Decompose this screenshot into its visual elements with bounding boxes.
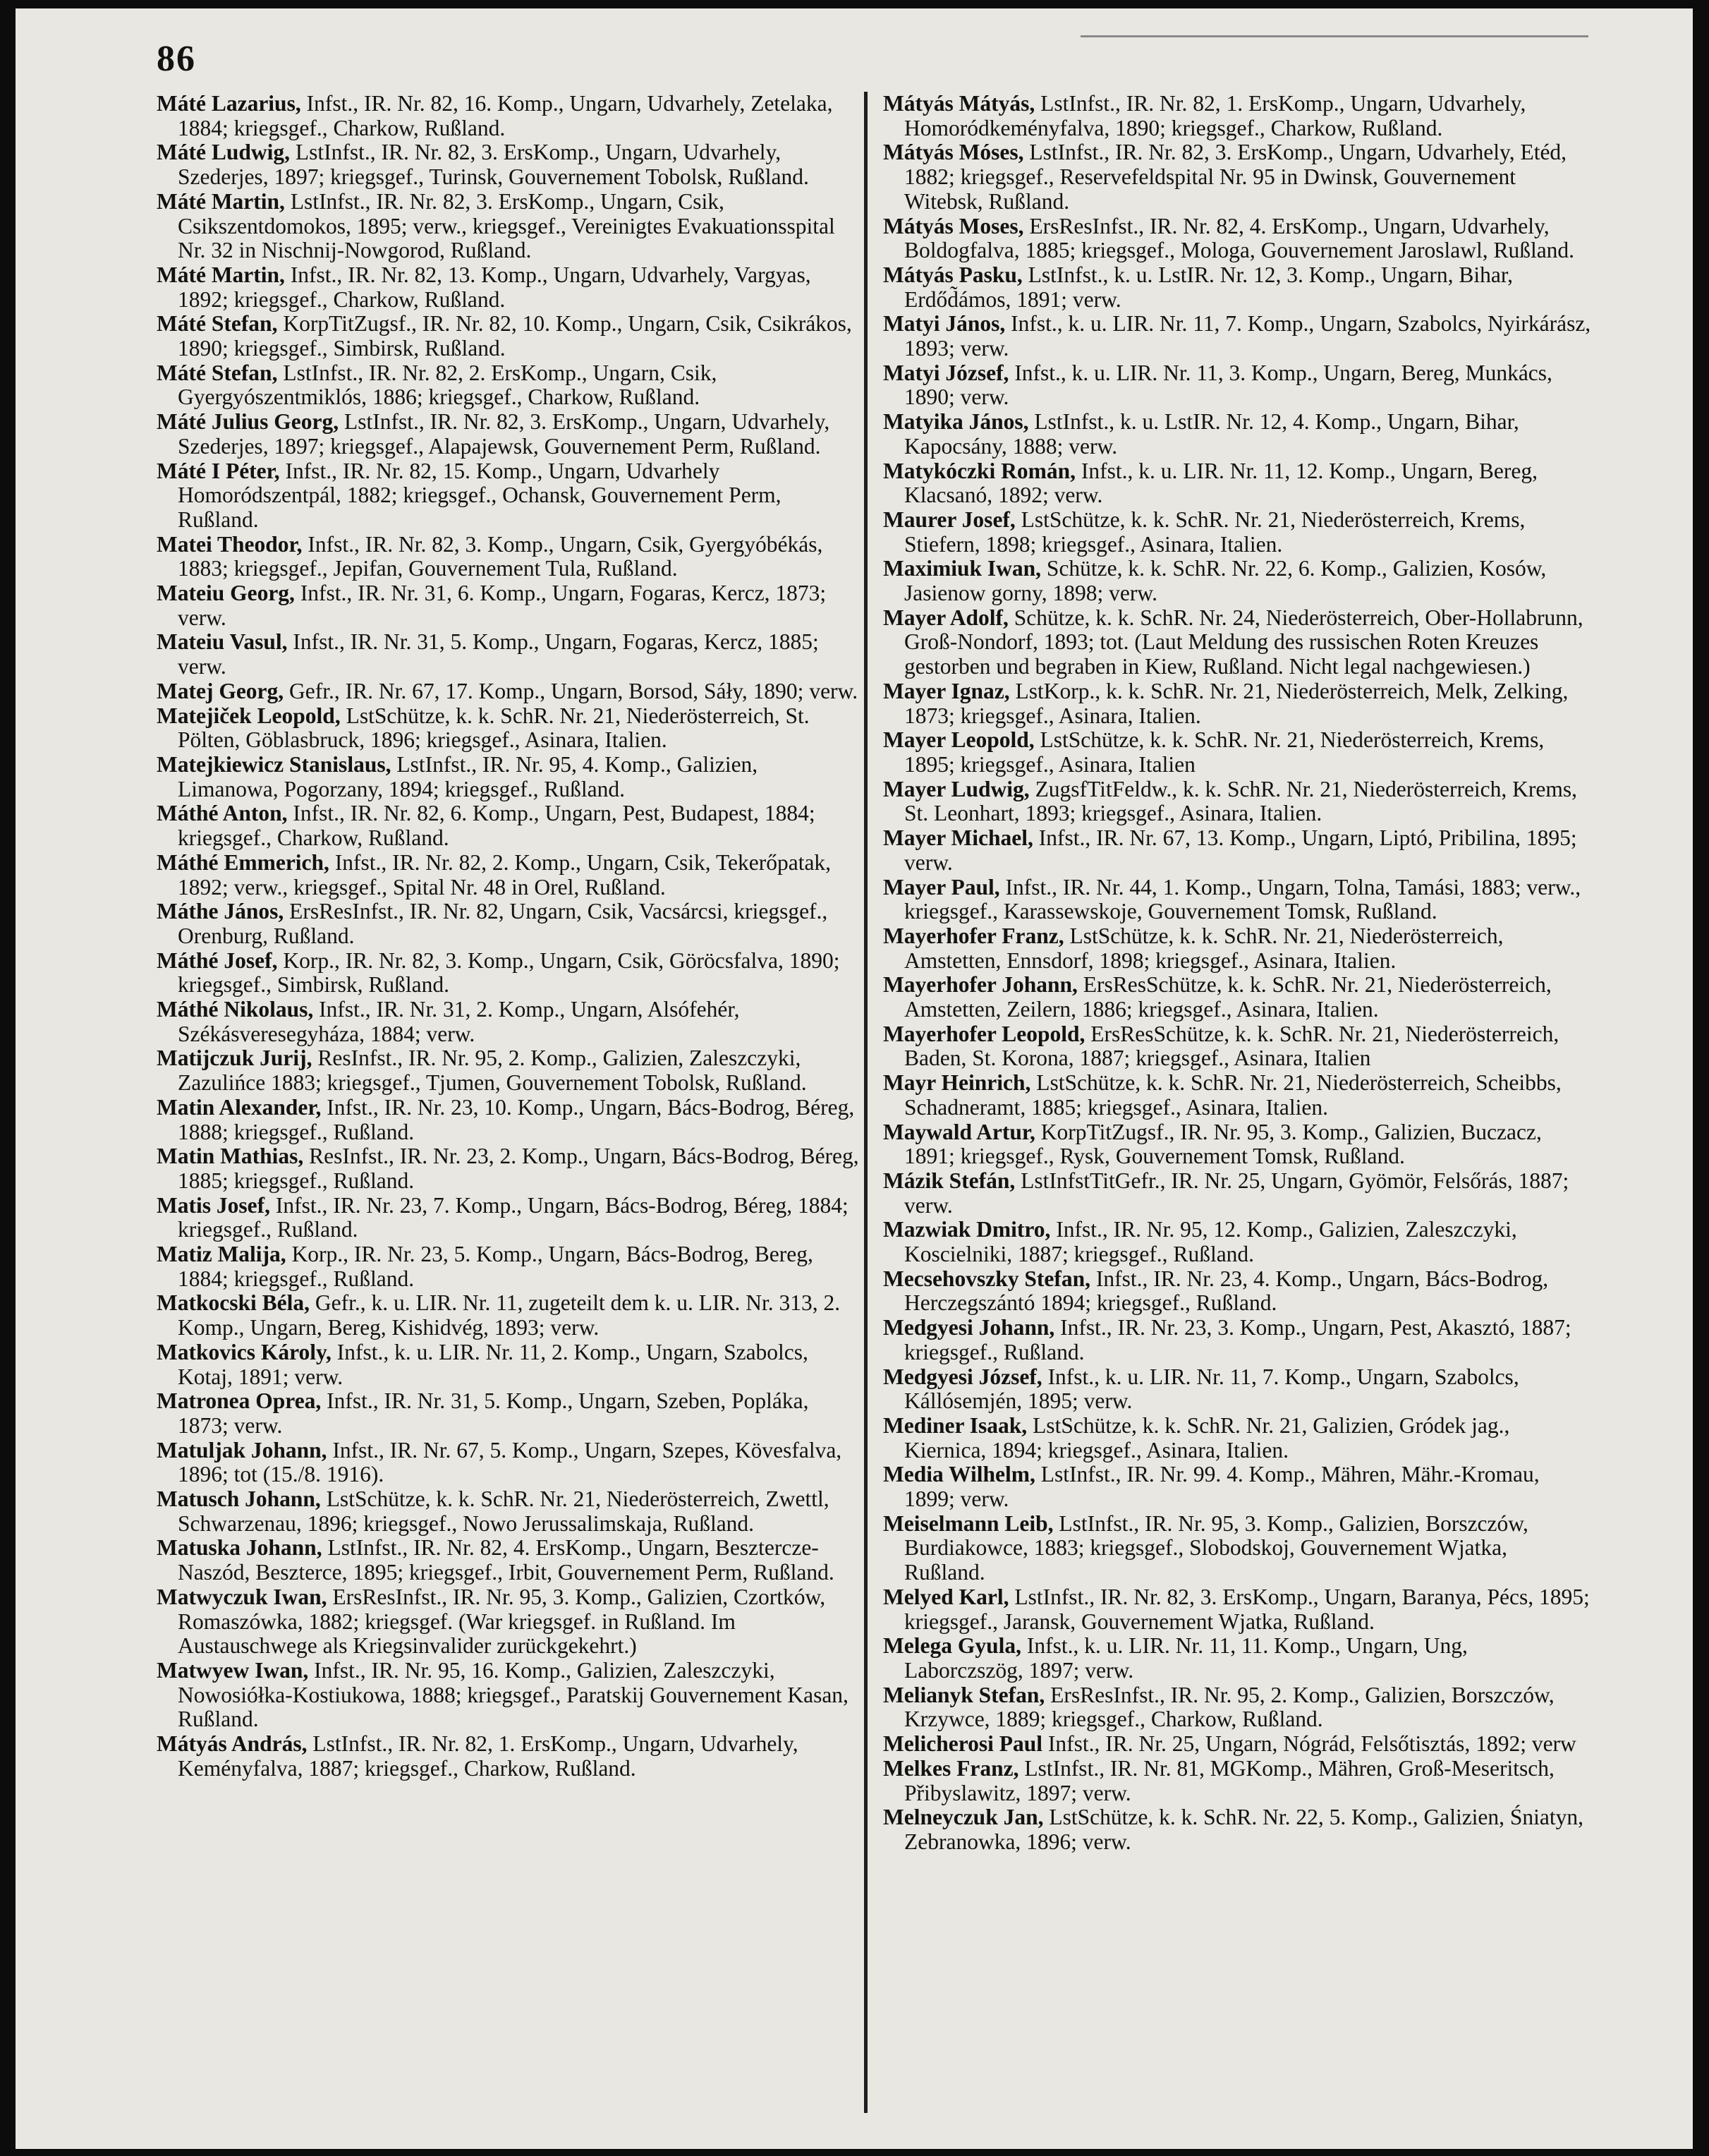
casualty-entry [157, 1439, 862, 1487]
casualty-entry [157, 1536, 862, 1585]
casualty-entry [883, 679, 1592, 728]
entry-details: LstInfst., IR. Nr. 82, 1. ErsKomp., Ungarn, Udvarhely, Homoródkeményfalva, 1890; kriegsgef., Charkow, Rußland. [904, 91, 1526, 140]
casualty-entry [883, 557, 1592, 605]
entry-details: Infst., IR. Nr. 23, 3. Komp., Ungarn, Pest, Akasztó, 1887; kriegsgef., Rußland. [904, 1315, 1571, 1364]
entry-details: ErsResSchütze, k. k. SchR. Nr. 21, Niederösterreich, Amstetten, Zeilern, 1886; kriegsgef., Asinara, Italien. [904, 972, 1552, 1022]
entry-name: Matin Mathias, [157, 1144, 304, 1169]
casualty-entry [883, 1218, 1592, 1266]
casualty-entry [157, 190, 862, 263]
casualty-entry [883, 1732, 1592, 1757]
entry-details: ResInfst., IR. Nr. 23, 2. Komp., Ungarn, Bács-Bodrog, Béreg, 1885; kriegsgef., Rußland. [178, 1144, 859, 1193]
entry-name: Matejkiewicz Stanislaus, [157, 751, 391, 777]
casualty-entry [157, 1291, 862, 1340]
entry-name: Máté Stefan, [157, 311, 278, 337]
entry-name: Mayer Paul, [883, 874, 1000, 900]
entry-name: Maurer Josef, [883, 507, 1016, 532]
entry-name: Matkocski Béla, [157, 1290, 310, 1316]
entry-name: Máté Martin, [157, 188, 285, 214]
entry-details: Infst., IR. Nr. 67, 13. Komp., Ungarn, Liptó, Pribilina, 1895; verw. [904, 825, 1577, 875]
casualty-entry [883, 1169, 1592, 1218]
casualty-entry [157, 704, 862, 753]
casualty-entry [883, 459, 1592, 508]
entry-name: Maywald Artur, [883, 1119, 1035, 1144]
casualty-entry [157, 459, 862, 533]
entry-name: Máté Ludwig, [157, 140, 290, 165]
casualty-entry [883, 214, 1592, 263]
casualty-entry [157, 998, 862, 1046]
entry-name: Matkovics Károly, [157, 1339, 332, 1364]
casualty-entry [157, 679, 862, 704]
casualty-entry [157, 1389, 862, 1438]
entry-details: LstSchütze, k. k. SchR. Nr. 21, Niederösterreich, Krems, 1895; kriegsgef., Asinara, Italien [904, 727, 1545, 777]
casualty-entry [157, 410, 862, 459]
entry-details: LstSchütze, k. k. SchR. Nr. 21, Niederösterreich, St. Pölten, Göblasbruck, 1896; kriegsgef., Asinara, Italien. [178, 703, 810, 753]
entry-details: LstInfst., IR. Nr. 82, 1. ErsKomp., Ungarn, Udvarhely, Keményfalva, 1887; kriegsgef., Charkow, Rußland. [178, 1731, 798, 1781]
entry-name: Máthé Emmerich, [157, 849, 329, 875]
entry-details: KorpTitZugsf., IR. Nr. 82, 10. Komp., Ungarn, Csik, Csikrákos, 1890; kriegsgef., Simbirsk, Rußland. [178, 311, 852, 361]
entry-details: Infst., IR. Nr. 31, 2. Komp., Ungarn, Alsófehér, Székásveresegyháza, 1884; verw. [178, 997, 740, 1046]
entry-name: Matyika János, [883, 409, 1029, 435]
casualty-entry [157, 1732, 862, 1781]
entry-details: ErsResInfst., IR. Nr. 95, 3. Komp., Galizien, Czortków, Romaszówka, 1882; kriegsgef. (War kriegsgef. in Rußland. Im Austauschwege als Kriegsinvalider zurückgekehrt.) [178, 1584, 826, 1659]
entry-details: Schütze, k. k. SchR. Nr. 22, 6. Komp., Galizien, Kosów, Jasienow gorny, 1898; verw. [904, 556, 1547, 606]
entry-details: Infst., IR. Nr. 67, 5. Komp., Ungarn, Szepes, Kövesfalva, 1896; tot (15./8. 1916). [178, 1437, 842, 1487]
casualty-entry [157, 1194, 862, 1242]
casualty-entry [883, 1316, 1592, 1364]
entry-details: LstInfst., IR. Nr. 82, 3. ErsKomp., Ungarn, Udvarhely, Szederjes, 1897; kriegsgef., Turinsk, Gouvernement Tobolsk, Rußland. [178, 140, 809, 190]
casualty-entry [883, 1683, 1592, 1732]
entry-name: Mátyás Mátyás, [883, 91, 1035, 116]
entry-name: Máthé Josef, [157, 947, 278, 973]
entry-name: Mázik Stefán, [883, 1168, 1016, 1193]
entry-details: Infst., IR. Nr. 23, 10. Komp., Ungarn, Bács-Bodrog, Béreg, 1888; kriegsgef., Rußland. [178, 1094, 855, 1144]
casualty-entry [883, 1512, 1592, 1585]
casualty-entry [883, 1267, 1592, 1316]
entry-name: Melianyk Stefan, [883, 1682, 1045, 1707]
entry-name: Matuska Johann, [157, 1535, 322, 1561]
casualty-entry [883, 728, 1592, 777]
entry-details: Infst., IR. Nr. 82, 3. Komp., Ungarn, Csik, Gyergyóbékás, 1883; kriegsgef., Jepifan, Gouvernement Tula, Rußland. [178, 531, 823, 581]
entry-details: Infst., IR. Nr. 23, 7. Komp., Ungarn, Bács-Bodrog, Béreg, 1884; kriegsgef., Rußland. [178, 1192, 849, 1242]
column-divider [864, 92, 868, 2113]
casualty-entry [157, 1487, 862, 1536]
entry-name: Matwyczuk Iwan, [157, 1584, 327, 1609]
casualty-entry [883, 1365, 1592, 1414]
casualty-entry [883, 924, 1592, 973]
entry-details: Infst., IR. Nr. 95, 16. Komp., Galizien, Zaleszczyki, Nowosiółka-Kostiukowa, 1888; kriegsgef., Paratskij Gouvernement Kasan, Rußland. [178, 1658, 849, 1732]
entry-name: Mayer Ignaz, [883, 678, 1010, 703]
entry-name: Matyi János, [883, 311, 1006, 337]
entry-name: Matuljak Johann, [157, 1437, 327, 1462]
entry-name: Matyi József, [883, 360, 1009, 385]
entry-name: Máté I Péter, [157, 458, 280, 483]
entry-details: Infst., IR. Nr. 23, 4. Komp., Ungarn, Bács-Bodrog, Herczegszántó 1894; kriegsgef., Rußland. [904, 1266, 1549, 1316]
entry-name: Matiz Malija, [157, 1242, 286, 1267]
entry-name: Mazwiak Dmitro, [883, 1217, 1051, 1242]
document-page [16, 8, 1693, 2149]
entry-name: Melega Gyula, [883, 1633, 1021, 1659]
entry-details: Infst., IR. Nr. 31, 5. Komp., Ungarn, Fogaras, Kercz, 1885; verw. [178, 629, 819, 679]
entry-details: KorpTitZugsf., IR. Nr. 95, 3. Komp., Galizien, Buczacz, 1891; kriegsgef., Rysk, Gouvernement Tomsk, Rußland. [904, 1119, 1542, 1169]
entry-details: Infst., IR. Nr. 82, 15. Komp., Ungarn, Udvarhely Homoródszentpál, 1882; kriegsgef., Ochansk, Gouvernement Perm, Rußland. [178, 458, 781, 532]
casualty-entry [157, 581, 862, 630]
entry-details: ErsResInfst., IR. Nr. 95, 2. Komp., Galizien, Borszczów, Krzywce, 1889; kriegsgef., Charkow, Rußland. [904, 1682, 1555, 1732]
entry-details: Schütze, k. k. SchR. Nr. 24, Niederösterreich, Ober-Hollabrunn, Groß-Nondorf, 1893; tot. (Laut Meldung des russischen Roten Kreuzes gestorben und begraben in Kiew, Rußland. Nicht legal nachgewiesen.) [904, 605, 1583, 679]
entry-details: LstInfst., IR. Nr. 82, 3. ErsKomp., Ungarn, Udvarhely, Etéd, 1882; kriegsgef., Reservefeldspital Nr. 95 in Dwinsk, Gouvernement Witebsk, Rußland. [904, 140, 1567, 214]
casualty-entry [157, 1144, 862, 1193]
casualty-entry [157, 851, 862, 900]
entry-name: Mediner Isaak, [883, 1412, 1028, 1438]
entry-details: Infst., IR. Nr. 25, Ungarn, Nógrád, Felsőtisztás, 1892; verw [1047, 1731, 1576, 1757]
entry-details: Infst., IR. Nr. 44, 1. Komp., Ungarn, Tolna, Tamási, 1883; verw., kriegsgef., Karassewskoje, Gouvernement Tomsk, Rußland. [904, 874, 1581, 924]
casualty-entry [883, 973, 1592, 1022]
casualty-entry [157, 949, 862, 998]
casualty-entry [883, 410, 1592, 459]
entry-name: Mayerhofer Johann, [883, 972, 1078, 998]
entry-details: Infst., IR. Nr. 31, 6. Komp., Ungarn, Fogaras, Kercz, 1873; verw. [178, 581, 827, 630]
entry-name: Mecsehovszky Stefan, [883, 1266, 1090, 1291]
casualty-entry [883, 1634, 1592, 1683]
entry-name: Máté Julius Georg, [157, 409, 339, 435]
casualty-entry [157, 1242, 862, 1291]
entry-details: Gefr., IR. Nr. 67, 17. Komp., Ungarn, Borsod, Sáły, 1890; verw. [289, 678, 858, 703]
casualty-entry [157, 630, 862, 679]
entry-details: ErsResInfst., IR. Nr. 82, Ungarn, Csik, Vacsárcsi, kriegsgef., Orenburg, Rußland. [178, 899, 828, 948]
entry-details: LstSchütze, k. k. SchR. Nr. 21, Galizien, Gródek jag., Kiernica, 1894; kriegsgef., Asinara, Italien. [904, 1412, 1510, 1462]
casualty-entry [157, 263, 862, 312]
entry-details: LstSchütze, k. k. SchR. Nr. 21, Niederösterreich, Zwettl, Schwarzenau, 1896; kriegsgef., Nowo Jerussalimskaja, Rußland. [178, 1486, 829, 1536]
entry-details: LstSchütze, k. k. SchR. Nr. 21, Niederösterreich, Krems, Stiefern, 1898; kriegsgef., Asinara, Italien. [904, 507, 1526, 557]
casualty-entry [157, 1046, 862, 1095]
entry-details: LstInfst., IR. Nr. 82, 2. ErsKomp., Ungarn, Csik, Gyergyószentmiklós, 1886; kriegsgef., Charkow, Rußland. [178, 360, 717, 410]
entry-details: Infst., k. u. LIR. Nr. 11, 2. Komp., Ungarn, Szabolcs, Kotaj, 1891; verw. [178, 1339, 808, 1389]
entry-name: Mayer Michael, [883, 825, 1033, 851]
entry-name: Mayerhofer Franz, [883, 923, 1064, 948]
entry-details: Infst., k. u. LIR. Nr. 11, 7. Komp., Ungarn, Szabolcs, Kállósemjén, 1895; verw. [904, 1364, 1519, 1414]
casualty-entry [883, 92, 1592, 140]
entry-name: Mateiu Georg, [157, 581, 295, 606]
entry-name: Matronea Oprea, [157, 1388, 322, 1414]
entry-name: Máté Lazarius, [157, 91, 301, 116]
entry-details: Gefr., k. u. LIR. Nr. 11, zugeteilt dem k. u. LIR. Nr. 313, 2. Komp., Ungarn, Bereg, Kishidvég, 1893; verw. [178, 1290, 841, 1340]
entry-details: LstInfst., IR. Nr. 82, 4. ErsKomp., Ungarn, Besztercze-Naszód, Beszterce, 1895; kriegsgef., Irbit, Gouvernement Perm, Rußland. [178, 1535, 834, 1585]
entry-name: Mátyás Pasku, [883, 262, 1023, 287]
entry-name: Matusch Johann, [157, 1486, 321, 1512]
casualty-entry [883, 777, 1592, 826]
entry-name: Matin Alexander, [157, 1094, 322, 1120]
entry-name: Matejiček Leopold, [157, 703, 341, 728]
casualty-entry [157, 361, 862, 410]
casualty-entry [157, 92, 862, 140]
entry-name: Máthé Nikolaus, [157, 997, 314, 1022]
entry-details: Infst., IR. Nr. 82, 13. Komp., Ungarn, Udvarhely, Vargyas, 1892; kriegsgef., Charkow, Rußland. [178, 262, 811, 312]
entry-name: Máté Martin, [157, 262, 285, 287]
entry-details: ZugsfTitFeldw., k. k. SchR. Nr. 21, Niederösterreich, Krems, St. Leonhart, 1893; kriegsgef., Asinara, Italien. [904, 776, 1578, 826]
casualty-entry [883, 1757, 1592, 1805]
casualty-entry [157, 1585, 862, 1659]
entry-name: Mayer Leopold, [883, 727, 1035, 753]
casualty-entry [883, 1462, 1592, 1511]
entry-details: LstInfst., IR. Nr. 95, 3. Komp., Galizien, Borszczów, Burdiakowce, 1883; kriegsgef., Slobodskoj, Gouvernement Wjatka, Rußland. [904, 1510, 1528, 1585]
entry-name: Medgyesi József, [883, 1364, 1042, 1389]
entry-details: LstInfst., IR. Nr. 82, 3. ErsKomp., Ungarn, Baranya, Pécs, 1895; kriegsgef., Jaransk, Gouvernement Wjatka, Rußland. [904, 1584, 1590, 1634]
entry-name: Matej Georg, [157, 678, 284, 703]
entry-name: Mayer Adolf, [883, 605, 1009, 630]
entry-name: Matijczuk Jurij, [157, 1046, 312, 1071]
casualty-entry [157, 801, 862, 850]
entry-details: Infst., IR. Nr. 82, 2. Komp., Ungarn, Csik, Tekerőpatak, 1892; verw., kriegsgef., Spital Nr. 48 in Orel, Rußland. [178, 849, 832, 900]
entry-details: ResInfst., IR. Nr. 95, 2. Komp., Galizien, Zaleszczyki, Zazulińce 1883; kriegsgef., Tjumen, Gouvernement Tobolsk, Rußland. [178, 1046, 807, 1096]
entry-name: Máté Stefan, [157, 360, 278, 385]
casualty-entry [157, 140, 862, 189]
entry-name: Matykóczki Román, [883, 458, 1076, 483]
page-number: 86 [157, 39, 196, 79]
casualty-entry [883, 876, 1592, 924]
casualty-entry [883, 1120, 1592, 1169]
entry-name: Maximiuk Iwan, [883, 556, 1042, 581]
entry-name: Melyed Karl, [883, 1584, 1009, 1609]
entry-name: Melneyczuk Jan, [883, 1805, 1044, 1830]
casualty-entry [883, 826, 1592, 875]
casualty-entry [157, 1659, 862, 1732]
entry-name: Mayr Heinrich, [883, 1070, 1031, 1096]
casualty-entry [157, 533, 862, 581]
casualty-entry [883, 312, 1592, 361]
casualty-entry [157, 900, 862, 948]
casualty-entry [157, 753, 862, 801]
entry-details: LstSchütze, k. k. SchR. Nr. 22, 5. Komp., Galizien, Śniatyn, Zebranowka, 1896; verw. [904, 1805, 1584, 1854]
casualty-entry [883, 140, 1592, 214]
entry-details: ErsResInfst., IR. Nr. 82, 4. ErsKomp., Ungarn, Udvarhely, Boldogfalva, 1885; kriegsgef., Mologa, Gouvernement Jaroslawl, Rußland. [904, 213, 1575, 263]
entry-details: LstInfst., k. u. LstIR. Nr. 12, 4. Komp., Ungarn, Bihar, Kapocsány, 1888; verw. [904, 409, 1519, 459]
entry-details: Infst., k. u. LIR. Nr. 11, 3. Komp., Ungarn, Bereg, Munkács, 1890; verw. [904, 360, 1552, 410]
entry-name: Mateiu Vasul, [157, 629, 288, 655]
left-column [157, 92, 862, 1781]
entry-details: LstKorp., k. k. SchR. Nr. 21, Niederösterreich, Melk, Zelking, 1873; kriegsgef., Asinara, Italien. [904, 678, 1569, 728]
entry-name: Matei Theodor, [157, 531, 303, 557]
casualty-entry [883, 1414, 1592, 1462]
right-column [883, 92, 1592, 1855]
entry-details: LstInfst., IR. Nr. 95, 4. Komp., Galizien, Limanowa, Pogorzany, 1894; kriegsgef., Rußland. [178, 751, 758, 801]
entry-name: Mátyás András, [157, 1731, 308, 1757]
entry-details: ErsResSchütze, k. k. SchR. Nr. 21, Niederösterreich, Baden, St. Korona, 1887; kriegsgef., Asinara, Italien [904, 1021, 1559, 1071]
entry-name: Medgyesi Johann, [883, 1315, 1055, 1340]
entry-details: Infst., k. u. LIR. Nr. 11, 7. Komp., Ungarn, Szabolcs, Nyirkárász, 1893; verw. [904, 311, 1591, 361]
casualty-entry [883, 1805, 1592, 1854]
entry-name: Meiselmann Leib, [883, 1510, 1054, 1536]
entry-details: LstInfst., IR. Nr. 99. 4. Komp., Mähren, Mähr.-Kromau, 1899; verw. [904, 1462, 1540, 1512]
entry-name: Melicherosi Paul [883, 1731, 1043, 1757]
entry-details: LstInfst., IR. Nr. 81, MGKomp., Mähren, Groß-Meseritsch, Přibyslawitz, 1897; verw. [904, 1755, 1555, 1805]
entry-details: LstSchütze, k. k. SchR. Nr. 21, Niederösterreich, Scheibbs, Schadneramt, 1885; kriegsgef., Asinara, Italien. [904, 1070, 1562, 1120]
casualty-entry [883, 508, 1592, 557]
casualty-entry [883, 1022, 1592, 1071]
entry-name: Media Wilhelm, [883, 1462, 1035, 1487]
entry-details: LstInfstTitGefr., IR. Nr. 25, Ungarn, Gyömör, Felsőrás, 1887; verw. [904, 1168, 1569, 1218]
entry-details: Korp., IR. Nr. 82, 3. Komp., Ungarn, Csik, Göröcsfalva, 1890; kriegsgef., Simbirsk, Rußland. [178, 947, 840, 998]
casualty-entry [883, 606, 1592, 679]
casualty-entry [157, 1096, 862, 1144]
header-rule [1081, 35, 1588, 37]
entry-name: Mátyás Móses, [883, 140, 1024, 165]
entry-name: Máthe János, [157, 899, 284, 924]
entry-name: Máthé Anton, [157, 801, 288, 826]
entry-details: LstInfst., IR. Nr. 82, 3. ErsKomp., Ungarn, Csik, Csikszentdomokos, 1895; verw., kriegsgef., Vereinigtes Evakuationsspital Nr. 32 in Nischnij-Nowgorod, Rußland. [178, 188, 835, 263]
casualty-entry [157, 1340, 862, 1389]
entry-details: Infst., k. u. LIR. Nr. 11, 11. Komp., Ungarn, Ung, Laborczszög, 1897; verw. [904, 1633, 1468, 1683]
casualty-entry [157, 312, 862, 361]
entry-name: Melkes Franz, [883, 1755, 1019, 1781]
entry-details: Infst., IR. Nr. 95, 12. Komp., Galizien, Zaleszczyki, Koscielniki, 1887; kriegsgef., Rußland. [904, 1217, 1517, 1267]
entry-name: Matwyew Iwan, [157, 1658, 309, 1683]
entry-details: LstSchütze, k. k. SchR. Nr. 21, Niederösterreich, Amstetten, Ennsdorf, 1898; kriegsgef., Asinara, Italien. [904, 923, 1504, 973]
entry-details: Infst., IR. Nr. 82, 16. Komp., Ungarn, Udvarhely, Zetelaka, 1884; kriegsgef., Charkow, Rußland. [178, 91, 833, 140]
entry-details: Infst., IR. Nr. 31, 5. Komp., Ungarn, Szeben, Popláka, 1873; verw. [178, 1388, 809, 1438]
casualty-entry [883, 263, 1592, 312]
entry-name: Mayerhofer Leopold, [883, 1021, 1085, 1046]
casualty-entry [883, 1071, 1592, 1120]
entry-name: Mayer Ludwig, [883, 776, 1030, 801]
entry-details: Korp., IR. Nr. 23, 5. Komp., Ungarn, Bács-Bodrog, Bereg, 1884; kriegsgef., Rußland. [178, 1242, 813, 1291]
entry-name: Matis Josef, [157, 1192, 270, 1218]
casualty-entry [883, 361, 1592, 410]
entry-details: Infst., k. u. LIR. Nr. 11, 12. Komp., Ungarn, Bereg, Klacsanó, 1892; verw. [904, 458, 1538, 508]
entry-name: Mátyás Moses, [883, 213, 1024, 238]
entry-details: Infst., IR. Nr. 82, 6. Komp., Ungarn, Pest, Budapest, 1884; kriegsgef., Charkow, Rußland. [178, 801, 815, 851]
entry-details: LstInfst., k. u. LstIR. Nr. 12, 3. Komp., Ungarn, Bihar, Erdőd̃ámos, 1891; verw. [904, 262, 1513, 312]
casualty-entry [883, 1585, 1592, 1634]
entry-details: LstInfst., IR. Nr. 82, 3. ErsKomp., Ungarn, Udvarhely, Szederjes, 1897; kriegsgef., Alapajewsk, Gouvernement Perm, Rußland. [178, 409, 830, 459]
